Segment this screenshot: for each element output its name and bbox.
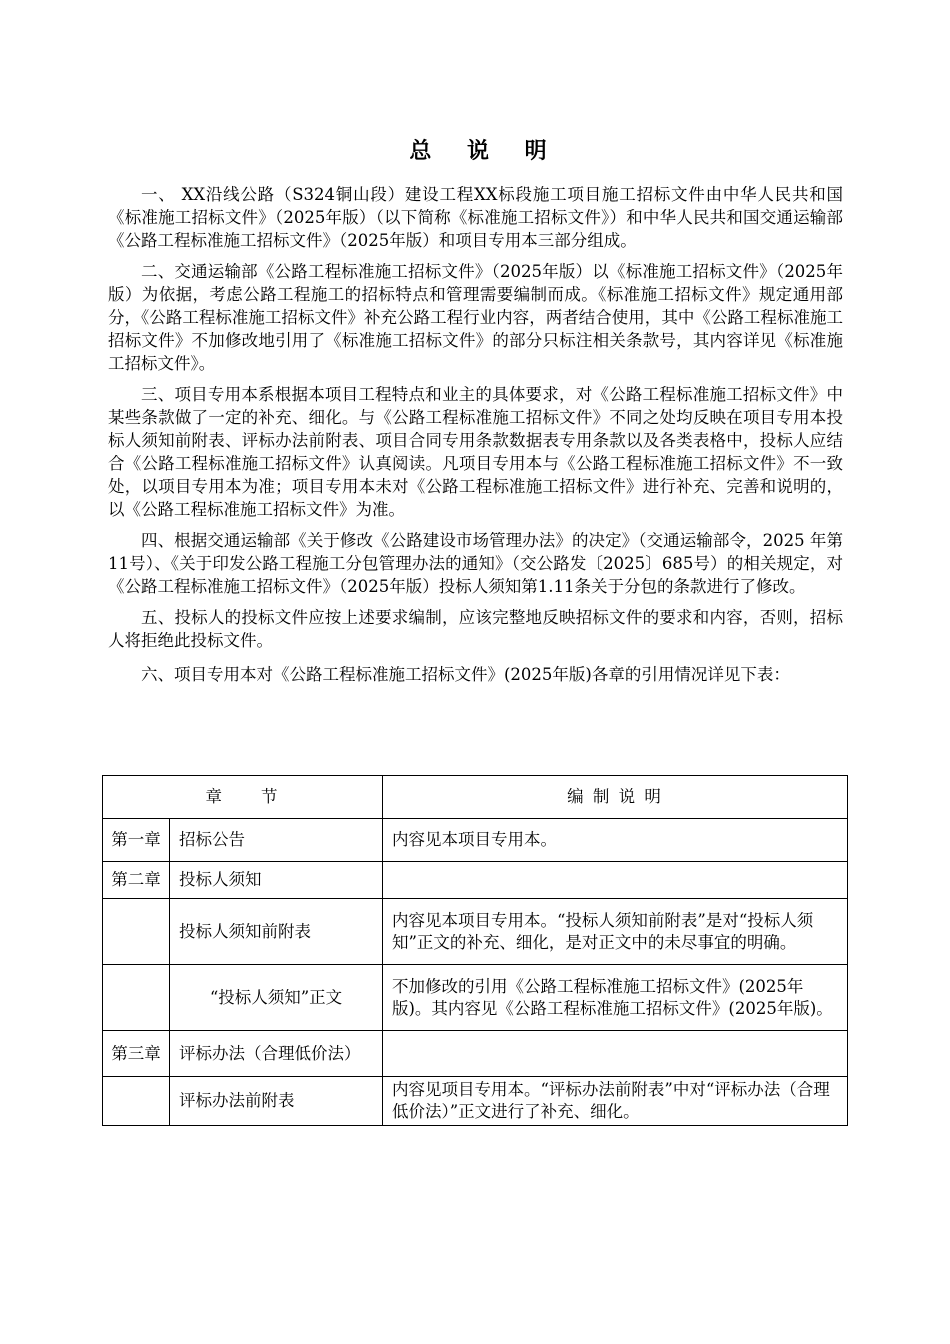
chapter-name: 评标办法（合理低价法） (170, 1031, 383, 1077)
chapter-description: 不加修改的引用《公路工程标准施工招标文件》(2025年版)。其内容见《公路工程标准施工招标文件》(2025年版)。 (383, 965, 848, 1031)
paragraph-1: 一、 XX沿线公路（S324铜山段）建设工程XX标段施工项目施工招标文件由中华人民共和国《标准施工招标文件》（2025年版）（以下简称《标准施工招标文件》）和中华人民共和国交通运输部《公路工程标准施工招标文件》（2025年版）和项目专用本三部分组成。 (108, 185, 843, 250)
chapter-number: 第二章 (103, 862, 170, 899)
header-chapter: 章 节 (103, 776, 383, 819)
chapter-name: 投标人须知前附表 (170, 899, 383, 965)
table-row (103, 1031, 848, 1077)
header-description: 编 制 说 明 (383, 776, 848, 819)
chapter-number (103, 1077, 170, 1126)
table-row (103, 1077, 848, 1126)
table-row (103, 899, 848, 965)
chapter-number (103, 965, 170, 1031)
paragraph-5: 五、投标人的投标文件应按上述要求编制，应该完整地反映招标文件的要求和内容，否则，招标人将拒绝此投标文件。 (108, 608, 843, 650)
chapter-name: 评标办法前附表 (170, 1077, 383, 1126)
chapter-description (383, 862, 848, 899)
chapter-name: 招标公告 (170, 819, 383, 862)
paragraph-3: 三、项目专用本系根据本项目工程特点和业主的具体要求，对《公路工程标准施工招标文件》中某些条款做了一定的补充、细化。与《公路工程标准施工招标文件》不同之处均反映在项目专用本投标人须知前附表、评标办法前附表、项目合同专用条款数据表专用条款以及各类表格中，投标人应结合《公路工程标准施工招标文件》认真阅读。凡项目专用本与《公路工程标准施工招标文件》不一致处，以项目专用本为准；项目专用本未对《公路工程标准施工招标文件》进行补充、完善和说明的，以《公路工程标准施工招标文件》为准。 (108, 385, 843, 519)
chapter-number (103, 899, 170, 965)
chapter-description: 内容见本项目专用本。 (383, 819, 848, 862)
chapter-description (383, 1031, 848, 1077)
document-body (108, 183, 843, 690)
chapter-number: 第三章 (103, 1031, 170, 1077)
table-header-row (103, 776, 848, 819)
paragraph-4: 四、根据交通运输部《关于修改《公路建设市场管理办法》的决定》（交通运输部令，2025 年第11号）、《关于印发公路工程施工分包管理办法的通知》（交公路发〔2025〕685号）的相关规定，对《公路工程标准施工招标文件》（2025年版）投标人须知第1.11条关于分包的条款进行了修改。 (108, 531, 843, 596)
paragraph-2: 二、交通运输部《公路工程标准施工招标文件》（2025年版）以《标准施工招标文件》（2025年版）为依据，考虑公路工程施工的招标特点和管理需要编制而成。《标准施工招标文件》规定通用部分，《公路工程标准施工招标文件》补充公路工程行业内容，两者结合使用，其中《公路工程标准施工招标文件》不加修改地引用了《标准施工招标文件》的部分只标注相关条款号，其内容详见《标准施工招标文件》。 (108, 262, 843, 373)
table-row (103, 862, 848, 899)
table-row (103, 819, 848, 862)
chapter-description: 内容见本项目专用本。“投标人须知前附表”是对“投标人须知”正文的补充、细化，是对正文中的未尽事宜的明确。 (383, 899, 848, 965)
page-title: 总 说 明 (409, 139, 561, 164)
chapter-description: 内容见项目专用本。“评标办法前附表”中对“评标办法（合理低价法）”正文进行了补充、细化。 (383, 1077, 848, 1126)
table-row (103, 965, 848, 1031)
paragraph-6: 六、项目专用本对《公路工程标准施工招标文件》(2025年版)各章的引用情况详见下表： (141, 665, 790, 684)
chapter-name: “投标人须知”正文 (170, 965, 383, 1031)
chapter-name: 投标人须知 (170, 862, 383, 899)
chapter-number: 第一章 (103, 819, 170, 862)
chapter-table (102, 775, 848, 1126)
